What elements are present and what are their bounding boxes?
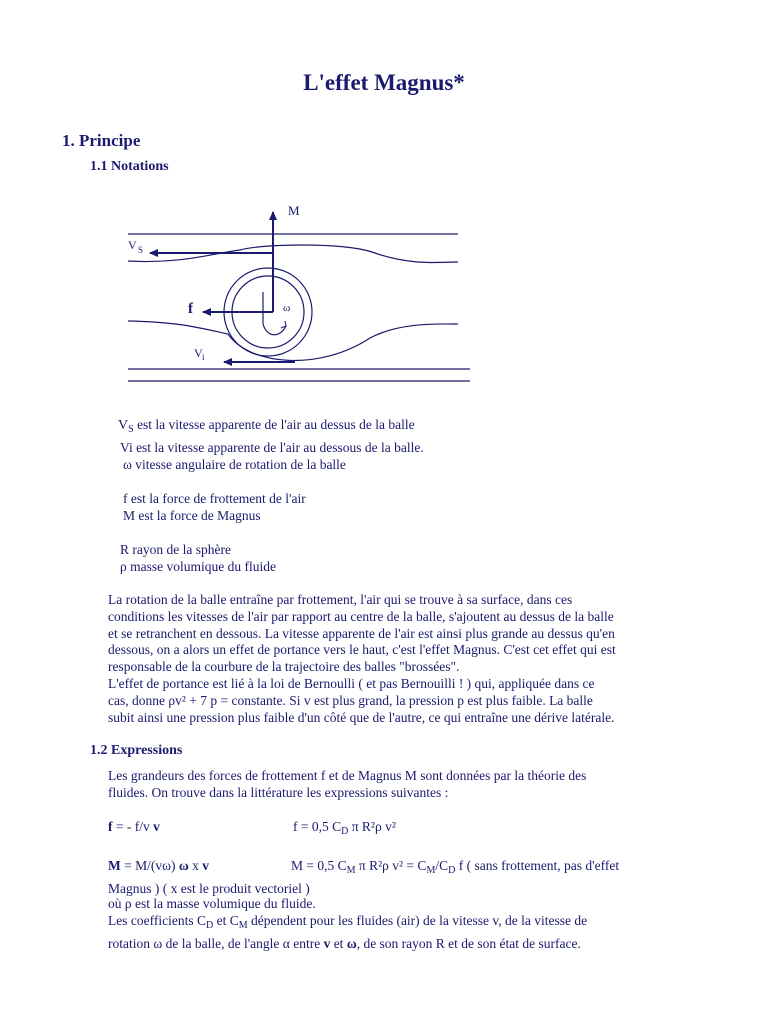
notation-omega: ω vitesse angulaire de rotation de la balle bbox=[123, 457, 346, 472]
intro-line: fluides. On trouve dans la littérature les expressions suivantes : bbox=[108, 784, 449, 800]
equation-m-magnitude: M = 0,5 $C_M$ π R²ρ $v^2 = C_M/C_D$ f ( sans frottement, pas d'effet bbox=[291, 858, 620, 876]
subsection-heading-notations: 1.1 Notations bbox=[90, 159, 169, 174]
label-f: f bbox=[188, 301, 193, 317]
label-vs: V bbox=[128, 238, 137, 252]
expressions-intro bbox=[108, 768, 586, 802]
coefficients-line: Les coefficients $C_D$ et $C_M$ dépendent pour les fluides (air) de la vitesse v, de la vitesse de bbox=[108, 913, 588, 931]
magnus-note-line: Magnus ) ( x est le produit vectoriel ) bbox=[108, 881, 310, 896]
intro-line: Les grandeurs des forces de frottement f et de Magnus M sont données par la théorie des bbox=[108, 768, 587, 783]
magnus-diagram bbox=[120, 196, 480, 392]
paragraph-line: conditions les vitesses de l'air par rapport au centre de la balle, s'ajoutent au dessus de la balle bbox=[108, 608, 614, 624]
notation-m: M est la force de Magnus bbox=[123, 508, 261, 523]
rotation-line: rotation ω de la balle, de l'angle α entre v et ω, de son rayon R et de son état de surface. bbox=[108, 936, 581, 951]
notation-r: R rayon de la sphère bbox=[120, 542, 231, 557]
notation-vi: Vi est la vitesse apparente de l'air au dessous de la balle. bbox=[120, 440, 424, 455]
equation-f-vector: f = - f/v v bbox=[108, 819, 160, 834]
label-omega: ω bbox=[283, 302, 291, 314]
notation-rho: ρ masse volumique du fluide bbox=[120, 559, 276, 574]
label-vi-sub: i bbox=[202, 352, 205, 362]
paragraph-line: cas, donne ρv² + 7 p = constante. Si v est plus grand, la pression p est plus faible. La balle bbox=[108, 692, 593, 708]
paragraph-line: subit ainsi une pression plus faible d'un côté que de l'autre, ce qui entraîne une dérive latérale. bbox=[108, 709, 615, 725]
equation-f-magnitude: f = 0,5 $C_D$ π R²ρ v² bbox=[293, 819, 396, 837]
streamline-lower bbox=[128, 321, 458, 360]
notation-f: f est la force de frottement de l'air bbox=[123, 491, 306, 506]
page-title: L'effet Magnus* bbox=[303, 70, 465, 95]
equation-m-vector: M = M/(vω) ω x v bbox=[108, 858, 209, 873]
paragraph-line: et se retranchent en dessous. La vitesse apparente de l'air est ainsi plus grande au dessus qu'en bbox=[108, 625, 615, 641]
paragraph-line: dessous, on a alors un effet de portance vers le haut, c'est l'effet Magnus. C'est cet effet qui est bbox=[108, 642, 616, 658]
paragraph-line: L'effet de portance est lié à la loi de Bernoulli ( et pas Bernouilli ! ) qui, appliquée dans ce bbox=[108, 675, 595, 691]
label-vs-sub: S bbox=[138, 245, 144, 255]
subsection-heading-expressions: 1.2 Expressions bbox=[90, 743, 183, 758]
label-vi: V bbox=[194, 346, 203, 360]
paragraph-line: La rotation de la balle entraîne par frottement, l'air qui se trouve à sa surface, dans ces bbox=[108, 592, 573, 607]
label-m: M bbox=[288, 203, 300, 218]
notation-vs: $V_S$ est la vitesse apparente de l'air au dessus de la balle bbox=[118, 417, 415, 435]
section-heading-principe: 1. Principe bbox=[62, 131, 141, 150]
principle-paragraph bbox=[108, 592, 616, 726]
paragraph-line: responsable de la courbure de la trajectoire des balles "brossées". bbox=[108, 659, 460, 675]
rho-note-line: où ρ est la masse volumique du fluide. bbox=[108, 896, 316, 911]
